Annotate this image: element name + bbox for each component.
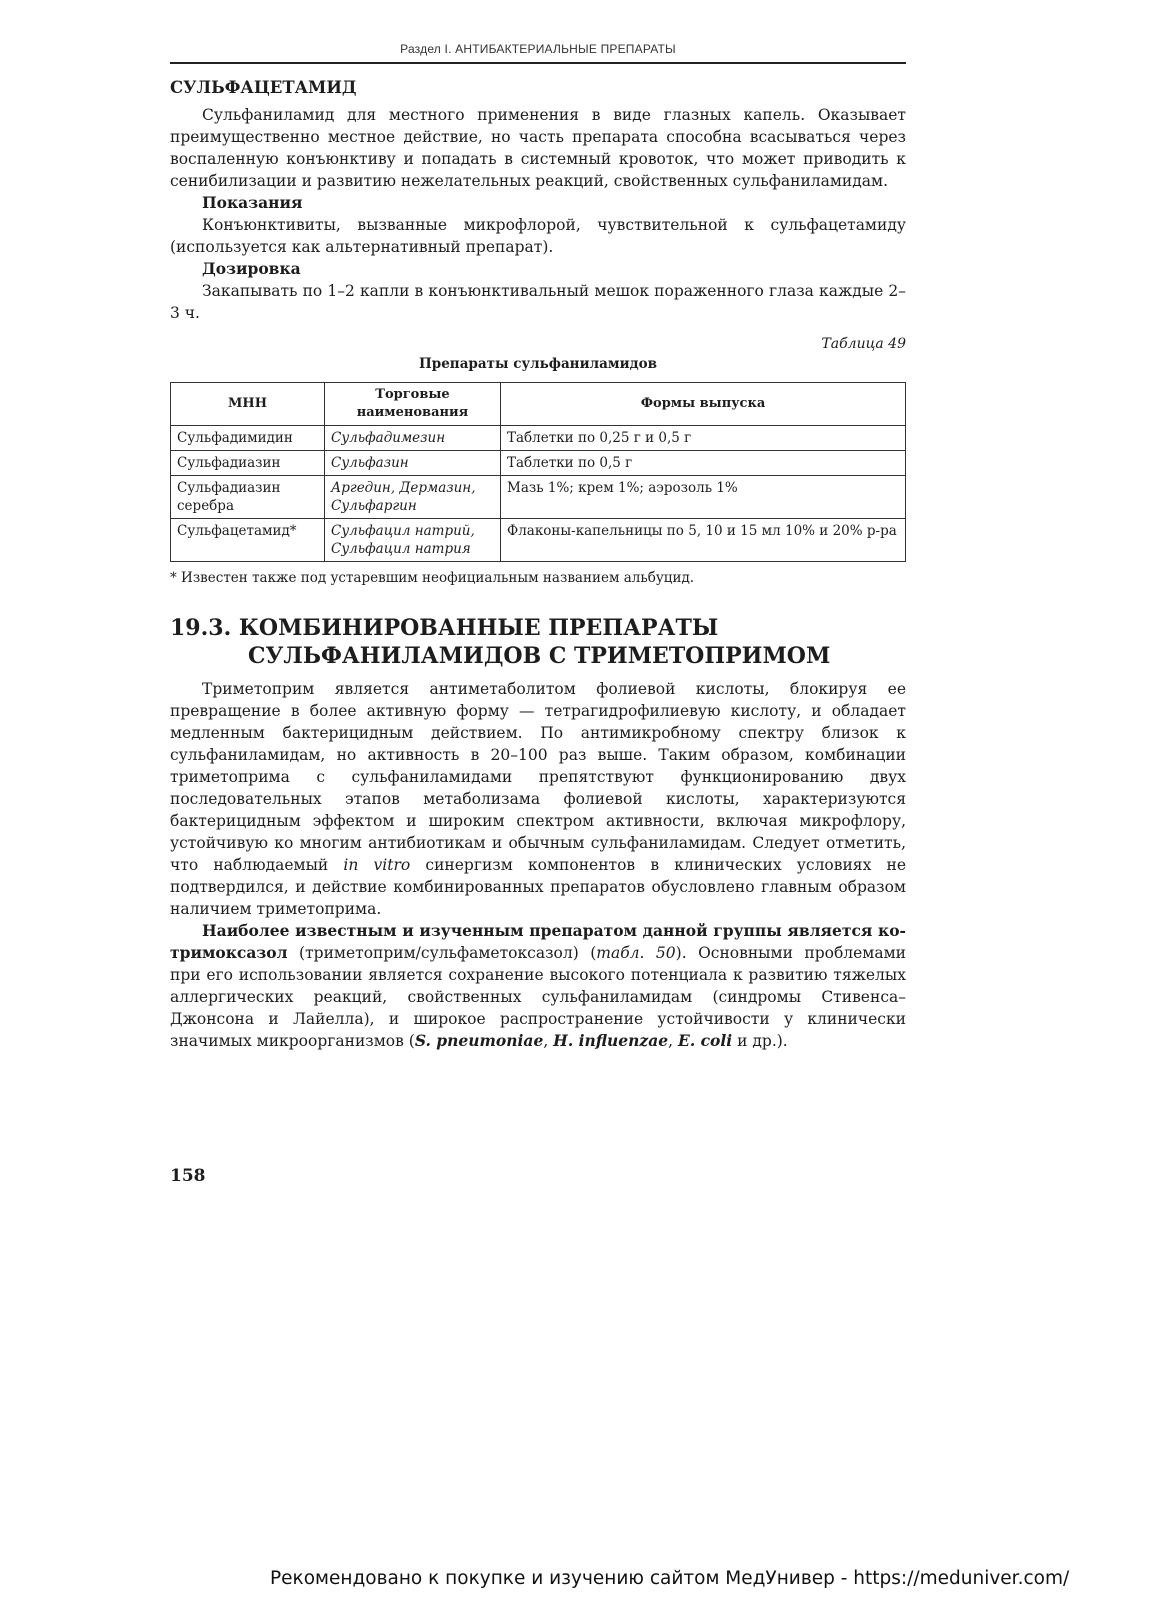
table-footnote: * Известен также под устаревшим неофициальным названием альбуцид. xyxy=(170,570,695,586)
cell-forms: Мазь 1%; крем 1%; аэрозоль 1% xyxy=(501,476,906,519)
table-row xyxy=(171,519,906,562)
page-number: 158 xyxy=(170,1166,206,1186)
cell-trade: Сульфадимезин xyxy=(325,426,501,451)
table-row xyxy=(171,451,906,476)
section-paragraph-2 xyxy=(170,920,906,1052)
separator: , xyxy=(543,1032,554,1050)
section-heading-line1: 19.3. КОМБИНИРОВАННЫЕ ПРЕПАРАТЫ xyxy=(170,615,719,641)
indications-text: Конъюнктивиты, вызванные микрофлорой, чувствительной к сульфацетамиду (используется как альтернативный препарат). xyxy=(170,216,906,256)
cell-trade: Сульфазин xyxy=(325,451,501,476)
section-heading xyxy=(170,614,906,670)
p1-text-b: синергизм компонентов в клинических условиях не подтвердился, и действие комбинированных препаратов обусловлено главным образом наличием триметоприма. xyxy=(170,856,906,918)
page-content xyxy=(170,76,906,1052)
table-reference: табл. 50 xyxy=(596,944,676,962)
table-row xyxy=(171,476,906,519)
table-row xyxy=(171,426,906,451)
p2-text-a: (триметоприм/сульфаметоксазол) ( xyxy=(287,944,597,962)
p1-text-a: Триметоприм является антиметаболитом фолиевой кислоты, блокируя ее превращение в более активную форму — тетрагидрофилиевую кислоту, и обладает медленным бактерицидным действием. По антимикробному спектру близок к сульфаниламидам, но активность в 20–100 раз выше. Таким образом, комбинации триметоприма с сульфаниламидами препятствуют функционированию двух последовательных этапов метаболизама фолиевой кислоты, характеризуются бактерицидным эффектом и широким спектром активности, включая микрофлору, устойчивую ко многим антибиотикам и обычным сульфаниламидам. Следует отметить, что наблюдаемый xyxy=(170,680,906,874)
section-paragraph-1 xyxy=(170,678,906,920)
in-vitro-term: in vitro xyxy=(343,856,411,874)
header-trade-line2: наименования xyxy=(356,405,469,420)
organism-name: H. influenzae xyxy=(553,1031,669,1050)
organism-name: S. pneumoniae xyxy=(414,1031,544,1050)
table-header-row xyxy=(171,383,906,426)
dosage-heading: Дозировка xyxy=(202,259,301,278)
p2-bold-lead: Наиболее известным и изученным препаратом данной группы является ко-тримоксазол xyxy=(170,921,906,962)
organism-name: E. coli xyxy=(678,1031,733,1050)
separator: , xyxy=(668,1032,679,1050)
header-rule xyxy=(170,62,906,64)
drug-table xyxy=(170,382,906,562)
dosage-text: Закапывать по 1–2 капли в конъюнктивальный мешок пораженного глаза каждые 2–3 ч. xyxy=(170,282,906,322)
cell-forms: Таблетки по 0,25 г и 0,5 г xyxy=(501,426,906,451)
header-trade-line1: Торговые xyxy=(375,387,450,402)
cell-inn: Сульфадимидин xyxy=(171,426,325,451)
drug-title: СУЛЬФАЦЕТАМИД xyxy=(170,78,357,97)
cell-forms: Флаконы-капельницы по 5, 10 и 15 мл 10% и 20% р-ра xyxy=(501,519,906,562)
cell-trade: Аргедин, Дермазин, Сульфаргин xyxy=(325,476,501,519)
p2-text-b: ). Основными проблемами при его использовании является сохранение высокого потенциала к развитию тяжелых аллергических реакций, свойственных сульфаниламидам (синдромы Стивенса–Джонсона и Лайелла), и широкое распространение устойчивости у клинически значимых микроорганизмов ( xyxy=(170,944,906,1050)
cell-forms: Таблетки по 0,5 г xyxy=(501,451,906,476)
table-title: Препараты сульфаниламидов xyxy=(419,356,657,372)
watermark-text: Рекомендовано к покупке и изучению сайтом МедУнивер - https://meduniver.com/ xyxy=(270,1568,1070,1589)
cell-trade: Сульфацил натрий, Сульфацил натрия xyxy=(325,519,501,562)
header-forms: Формы выпуска xyxy=(501,383,906,426)
table-label: Таблица 49 xyxy=(821,336,906,352)
section-heading-line2: СУЛЬФАНИЛАМИДОВ С ТРИМЕТОПРИМОМ xyxy=(248,643,831,669)
running-header: Раздел I. АНТИБАКТЕРИАЛЬНЫЕ ПРЕПАРАТЫ xyxy=(400,42,676,56)
header-trade xyxy=(325,383,501,426)
cell-inn: Сульфацетамид* xyxy=(171,519,325,562)
p2-text-c: и др.). xyxy=(732,1032,788,1050)
cell-inn: Сульфадиазин серебра xyxy=(171,476,325,519)
cell-inn: Сульфадиазин xyxy=(171,451,325,476)
drug-intro: Сульфаниламид для местного применения в виде глазных капель. Оказывает преимущественно местное действие, но часть препарата способна всасываться через воспаленную конъюнктиву и попадать в системный кровоток, что может приводить к сенибилизации и развитию нежелательных реакций, свойственных сульфаниламидам. xyxy=(170,106,906,190)
indications-heading: Показания xyxy=(202,193,303,212)
header-inn: МНН xyxy=(171,383,325,426)
